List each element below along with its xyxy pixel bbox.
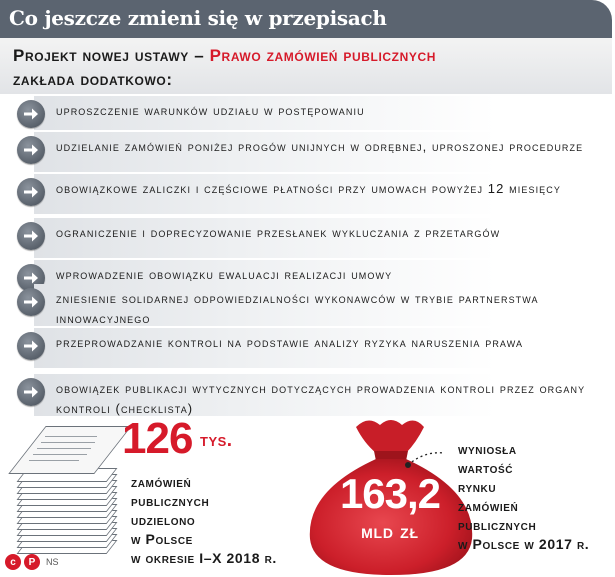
stat-left-line: w okresie I–X 2018 r. — [131, 550, 277, 566]
arrow-right-icon — [17, 136, 45, 164]
stat-right-unit: mld zł — [361, 521, 419, 543]
stat-right-line: w Polsce w 2017 r. — [458, 536, 590, 552]
list-item — [0, 218, 612, 258]
list-item-text: obowiązkowe zaliczki i częściowe płatności przy umowach powyżej 12 miesięcy — [56, 181, 561, 196]
stat-left-description — [131, 473, 311, 568]
list-item-text: udzielanie zamówień poniżej progów unijnych w odrębnej, uproszonej procedurze — [56, 139, 584, 154]
stat-right-value: 163,2 — [339, 470, 441, 517]
stat-left-line: udzielono — [131, 512, 196, 528]
intro-line-1 — [13, 46, 436, 66]
stat-right-description — [458, 440, 610, 554]
list-item-text: uproszczenie warunków udziału w postępowaniu — [56, 103, 365, 118]
publisher-badge: P — [24, 554, 40, 570]
list-item-text: zniesienie solidarnej odpowiedzialności wykonawców w trybie partnerstwa innowacyjnego — [56, 291, 539, 326]
page-title: Co jeszcze zmieni się w przepisach — [9, 6, 387, 30]
list-item-text: przeprowadzanie kontroli na podstawie analizy ryzyka naruszenia prawa — [56, 335, 524, 350]
stat-right-line: publicznych — [458, 517, 537, 533]
stat-left-line: w Polsce — [131, 531, 193, 547]
arrow-right-icon — [17, 288, 45, 316]
list-item — [0, 96, 612, 130]
list-item — [0, 174, 612, 214]
arrow-right-icon — [17, 178, 45, 206]
author-initials: NS — [46, 557, 59, 567]
arrow-right-icon — [17, 378, 45, 406]
stat-right-line: rynku — [458, 479, 497, 495]
arrow-right-icon — [17, 332, 45, 360]
change-list — [0, 96, 612, 416]
stat-right-line: wartość — [458, 460, 514, 476]
list-item — [0, 374, 612, 416]
credit-logo — [5, 553, 59, 571]
list-item-text: ograniczenie i doprecyzowanie przesłanek wykluczania z przetargów — [56, 225, 501, 240]
stat-left-line: zamówień — [131, 474, 192, 490]
list-item-text: obowiązek publikacji wytycznych dotyczących prowadzenia kontroli przez organy kontroli (checklista) — [56, 381, 586, 416]
stat-left-value: 126 — [122, 414, 193, 463]
stat-right-line: zamówień — [458, 498, 519, 514]
stat-left-line: publicznych — [131, 493, 210, 509]
list-item-text: wprowadzenie obowiązku ewaluacji realizacji umowy — [56, 267, 393, 282]
stat-right-line: wyniosła — [458, 441, 517, 457]
arrow-right-icon — [17, 222, 45, 250]
intro-accent: Prawo zamówień publicznych — [209, 46, 436, 65]
intro-line-2: zakłada dodatkowo: — [13, 70, 173, 89]
list-item — [0, 132, 612, 172]
document-stack-icon — [0, 420, 120, 560]
copyright-badge: c — [5, 554, 21, 570]
arrow-right-icon — [17, 100, 45, 128]
stat-left-unit: tys. — [200, 430, 233, 451]
list-item — [0, 284, 612, 326]
intro-prefix: Projekt nowej ustawy – — [13, 46, 210, 65]
list-item — [0, 328, 612, 368]
